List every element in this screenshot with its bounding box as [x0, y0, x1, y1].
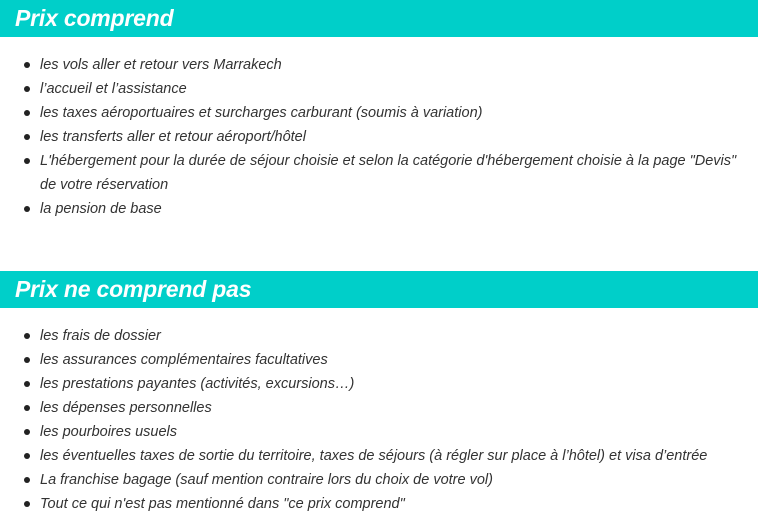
list-item [0, 101, 758, 125]
list-item-text: les éventuelles taxes de sortie du territoire, taxes de séjours (à régler sur place à l’hôtel) et visa d’entrée [40, 448, 708, 464]
list-item-text: les frais de dossier [40, 328, 161, 344]
bullet-icon [24, 357, 30, 363]
list-item-text: les assurances complémentaires facultatives [40, 352, 328, 368]
list-item [0, 197, 758, 221]
includes-title: Prix comprend [15, 5, 174, 31]
excludes-header [0, 271, 758, 308]
list-item [0, 372, 758, 396]
list-item [0, 53, 758, 77]
excludes-list [0, 324, 758, 516]
list-item-text: les prestations payantes (activités, excursions…) [40, 376, 355, 392]
list-item [0, 492, 758, 516]
list-item-text: les vols aller et retour vers Marrakech [40, 57, 282, 73]
list-item-text: les transferts aller et retour aéroport/hôtel [40, 129, 306, 145]
list-item [0, 444, 758, 468]
list-item [0, 420, 758, 444]
bullet-icon [24, 429, 30, 435]
bullet-icon [24, 158, 30, 164]
bullet-icon [24, 333, 30, 339]
list-item-text: la pension de base [40, 201, 162, 217]
list-item [0, 125, 758, 149]
bullet-icon [24, 381, 30, 387]
excludes-title: Prix ne comprend pas [15, 276, 252, 302]
list-item-text: les dépenses personnelles [40, 400, 212, 416]
bullet-icon [24, 477, 30, 483]
bullet-icon [24, 206, 30, 212]
bullet-icon [24, 134, 30, 140]
list-item-text: les pourboires usuels [40, 424, 178, 440]
list-item-text: L'hébergement pour la durée de séjour choisie et selon la catégorie d'hébergement choisie à la page "Devis" de votre réservation [40, 153, 737, 193]
list-item [0, 396, 758, 420]
list-item [0, 468, 758, 492]
bullet-icon [24, 453, 30, 459]
list-item-text: La franchise bagage (sauf mention contraire lors du choix de votre vol) [40, 472, 493, 488]
list-item-text: les taxes aéroportuaires et surcharges carburant (soumis à variation) [40, 105, 483, 121]
includes-header [0, 0, 758, 37]
list-item [0, 77, 758, 101]
bullet-icon [24, 405, 30, 411]
includes-list [0, 53, 758, 221]
list-item-text: l’accueil et l’assistance [40, 81, 187, 97]
bullet-icon [24, 86, 30, 92]
list-item [0, 149, 758, 197]
list-item-text: Tout ce qui n'est pas mentionné dans "ce prix comprend" [40, 496, 405, 512]
list-item [0, 324, 758, 348]
bullet-icon [24, 110, 30, 116]
bullet-icon [24, 501, 30, 507]
list-item [0, 348, 758, 372]
bullet-icon [24, 62, 30, 68]
